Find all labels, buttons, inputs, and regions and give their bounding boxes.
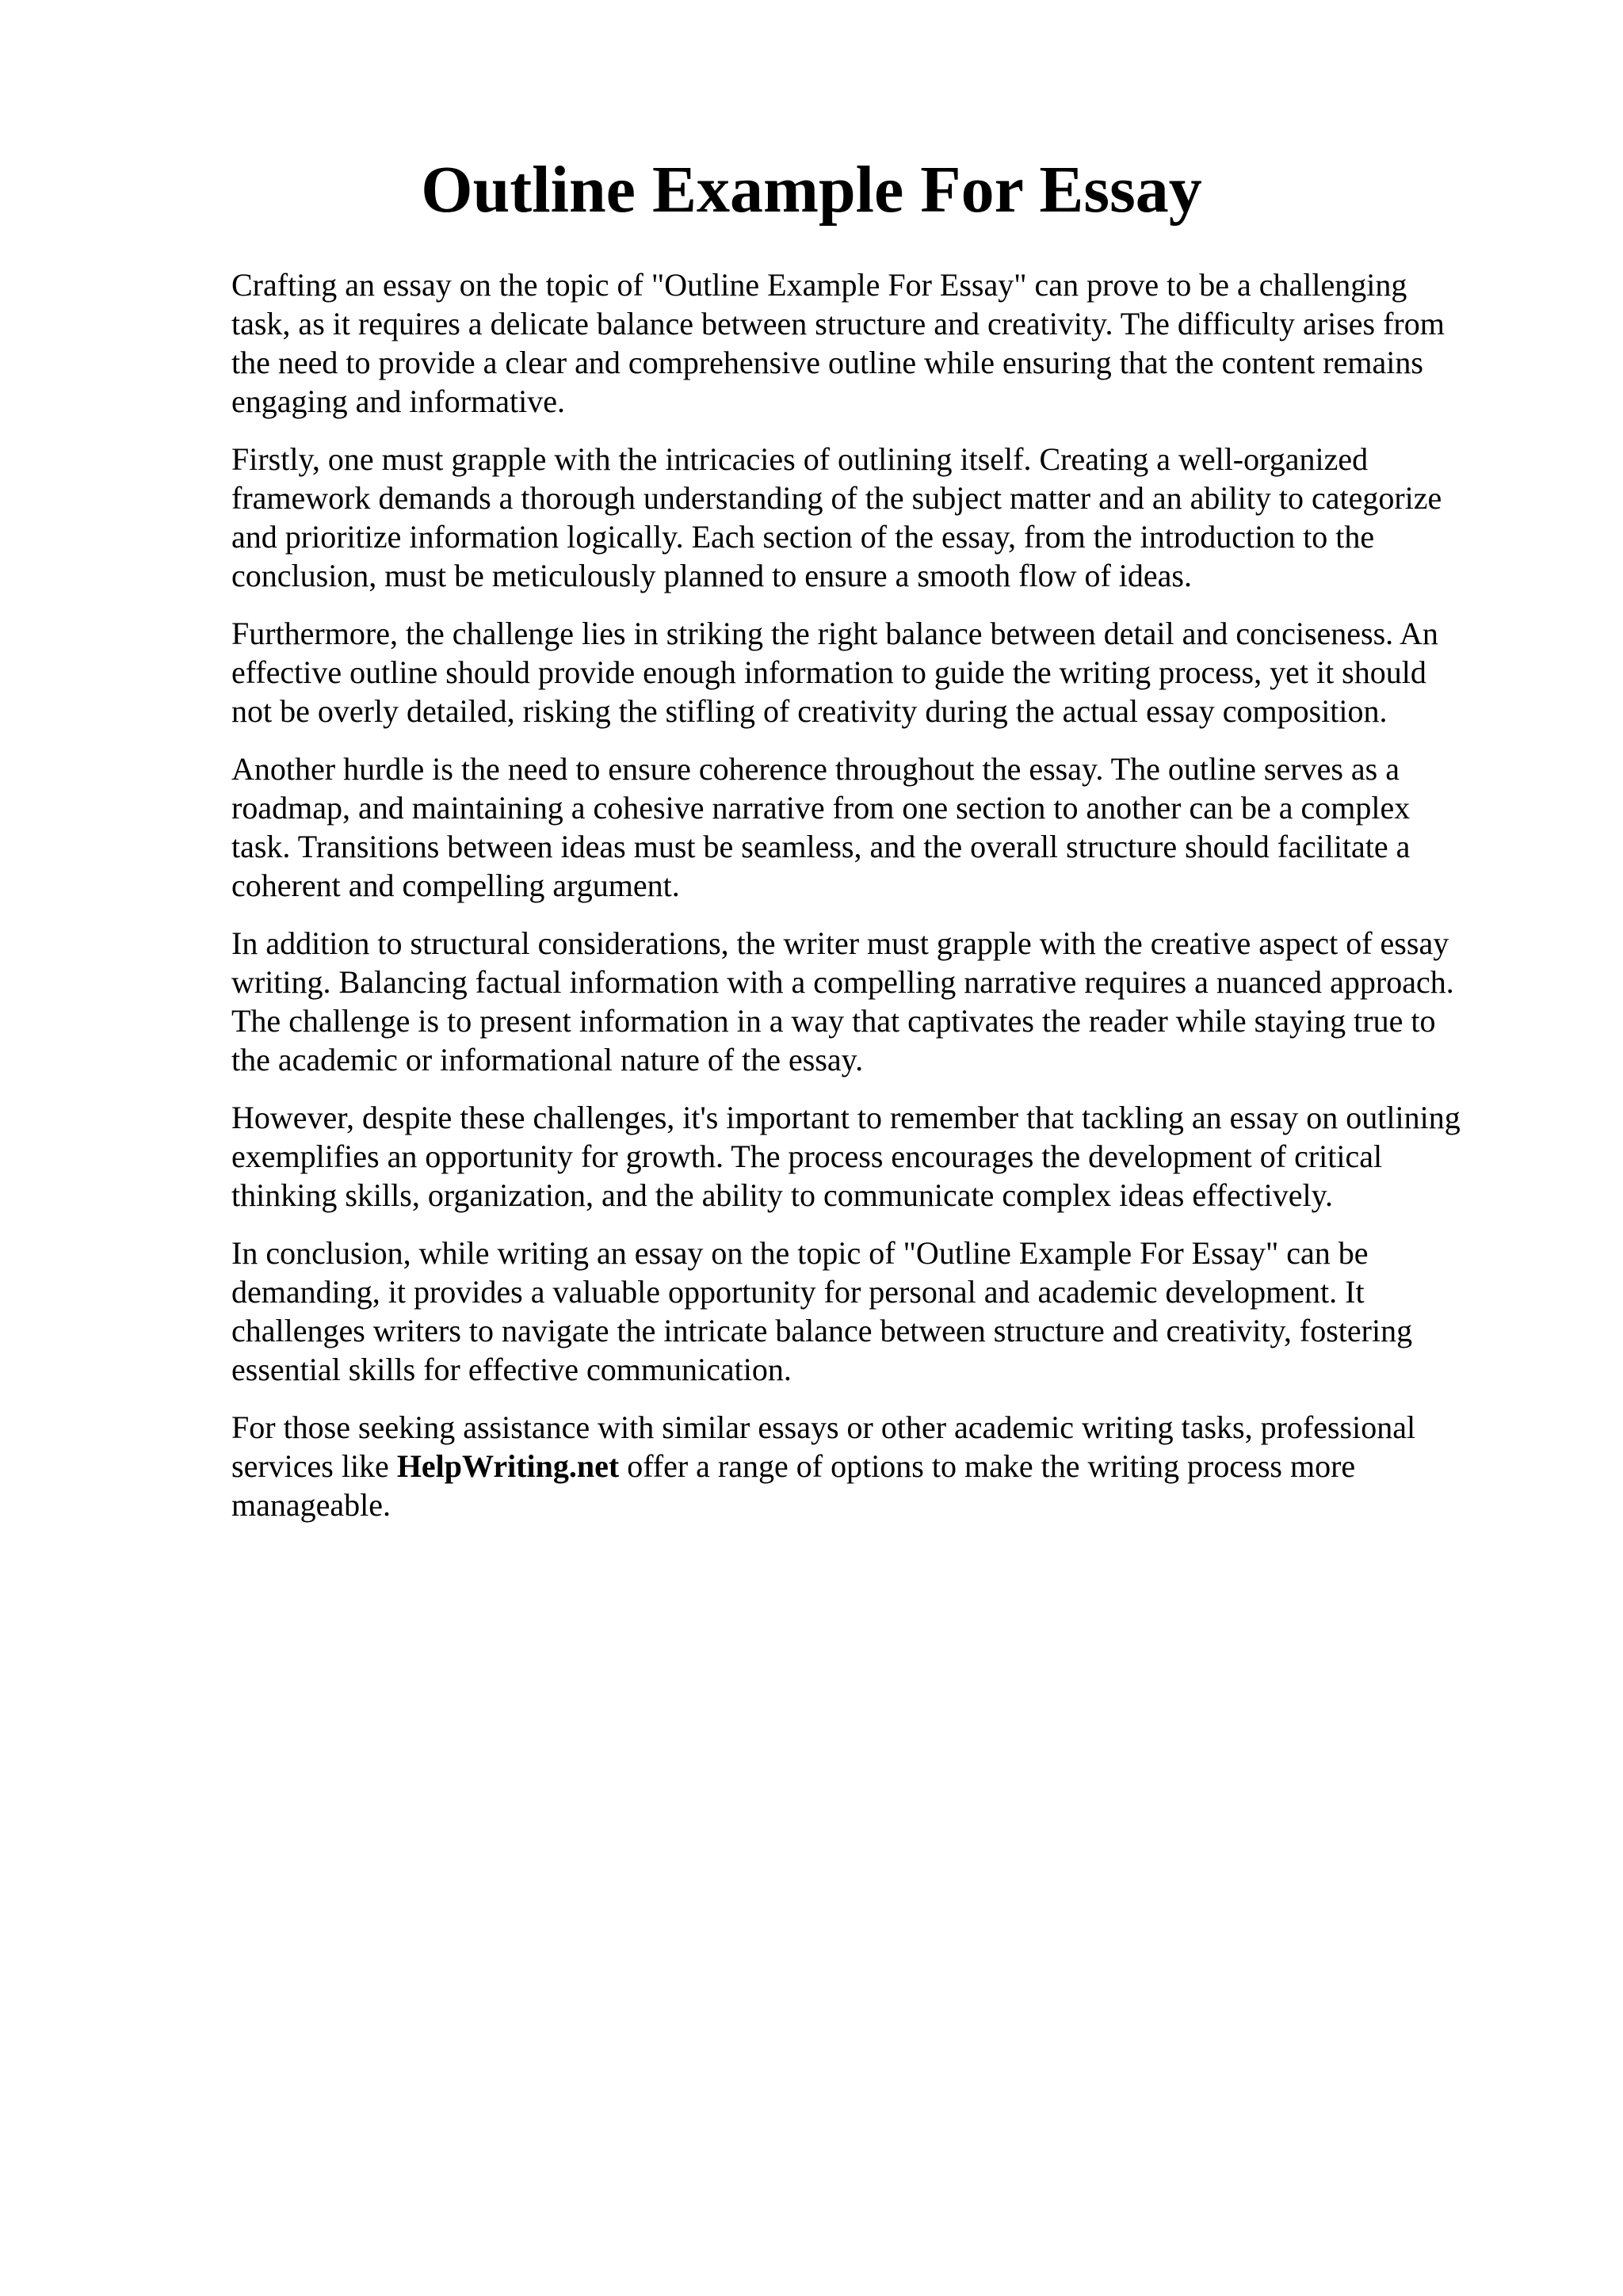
text-line: manageable.	[231, 1487, 391, 1523]
text-line: the academic or informational nature of the essay.	[231, 1042, 864, 1077]
essay-body	[231, 265, 1515, 1543]
text-line: writing. Balancing factual information with a compelling narrative requires a nuanced approach.	[231, 964, 1454, 1000]
text-segment: offer a range of options to make the writing process more	[619, 1448, 1356, 1484]
text-line: essential skills for effective communication.	[231, 1352, 792, 1387]
text-line: demanding, it provides a valuable opportunity for personal and academic development. It	[231, 1274, 1365, 1310]
text-segment: services like	[231, 1448, 397, 1484]
paragraph-firstly	[231, 440, 1515, 595]
text-line: Firstly, one must grapple with the intricacies of outlining itself. Creating a well-organized	[231, 441, 1369, 477]
paragraph-creative	[231, 924, 1515, 1079]
text-line: thinking skills, organization, and the ability to communicate complex ideas effectively.	[231, 1177, 1334, 1213]
page-title: Outline Example For Essay	[421, 153, 1202, 227]
text-line: In addition to structural considerations, the writer must grapple with the creative aspect of essay	[231, 925, 1449, 961]
text-line: roadmap, and maintaining a cohesive narrative from one section to another can be a complex	[231, 790, 1411, 826]
paragraph-furthermore	[231, 614, 1515, 730]
text-line: task. Transitions between ideas must be seamless, and the overall structure should facilitate a	[231, 829, 1411, 864]
paragraph-however	[231, 1098, 1515, 1215]
text-line: conclusion, must be meticulously planned to ensure a smooth flow of ideas.	[231, 558, 1192, 593]
text-line: However, despite these challenges, it's important to remember that tackling an essay on outlining	[231, 1100, 1461, 1135]
text-line: and prioritize information logically. Each section of the essay, from the introduction to the	[231, 519, 1375, 555]
text-line: challenges writers to navigate the intricate balance between structure and creativity, fostering	[231, 1313, 1413, 1348]
text-line: exemplifies an opportunity for growth. The process encourages the development of critical	[231, 1138, 1383, 1174]
text-line: engaging and informative.	[231, 383, 565, 419]
paragraph-coherence	[231, 749, 1515, 905]
text-line: In conclusion, while writing an essay on the topic of "Outline Example For Essay" can be	[231, 1235, 1369, 1271]
text-line: task, as it requires a delicate balance between structure and creativity. The difficulty arises from	[231, 306, 1445, 341]
paragraph-closing	[231, 1408, 1515, 1524]
text-line: coherent and compelling argument.	[231, 868, 680, 903]
paragraph-conclusion	[231, 1234, 1515, 1389]
text-line: effective outline should provide enough information to guide the writing process, yet it should	[231, 654, 1426, 690]
text-line-with-brand	[231, 1447, 1515, 1486]
text-line: Another hurdle is the need to ensure coherence throughout the essay. The outline serves as a	[231, 751, 1400, 787]
text-line: For those seeking assistance with similar essays or other academic writing tasks, professional	[231, 1409, 1416, 1445]
text-line: The challenge is to present information in a way that captivates the reader while staying true to	[231, 1003, 1436, 1039]
text-line: not be overly detailed, risking the stifling of creativity during the actual essay composition.	[231, 693, 1388, 729]
text-line: framework demands a thorough understanding of the subject matter and an ability to categorize	[231, 480, 1442, 516]
text-line: Furthermore, the challenge lies in striking the right balance between detail and conciseness. An	[231, 616, 1438, 651]
paragraph-intro	[231, 265, 1515, 421]
helpwriting-brand-link[interactable]: HelpWriting.net	[396, 1448, 620, 1484]
text-line: Crafting an essay on the topic of "Outline Example For Essay" can prove to be a challenging	[231, 267, 1407, 303]
text-line: the need to provide a clear and comprehensive outline while ensuring that the content remains	[231, 345, 1423, 380]
